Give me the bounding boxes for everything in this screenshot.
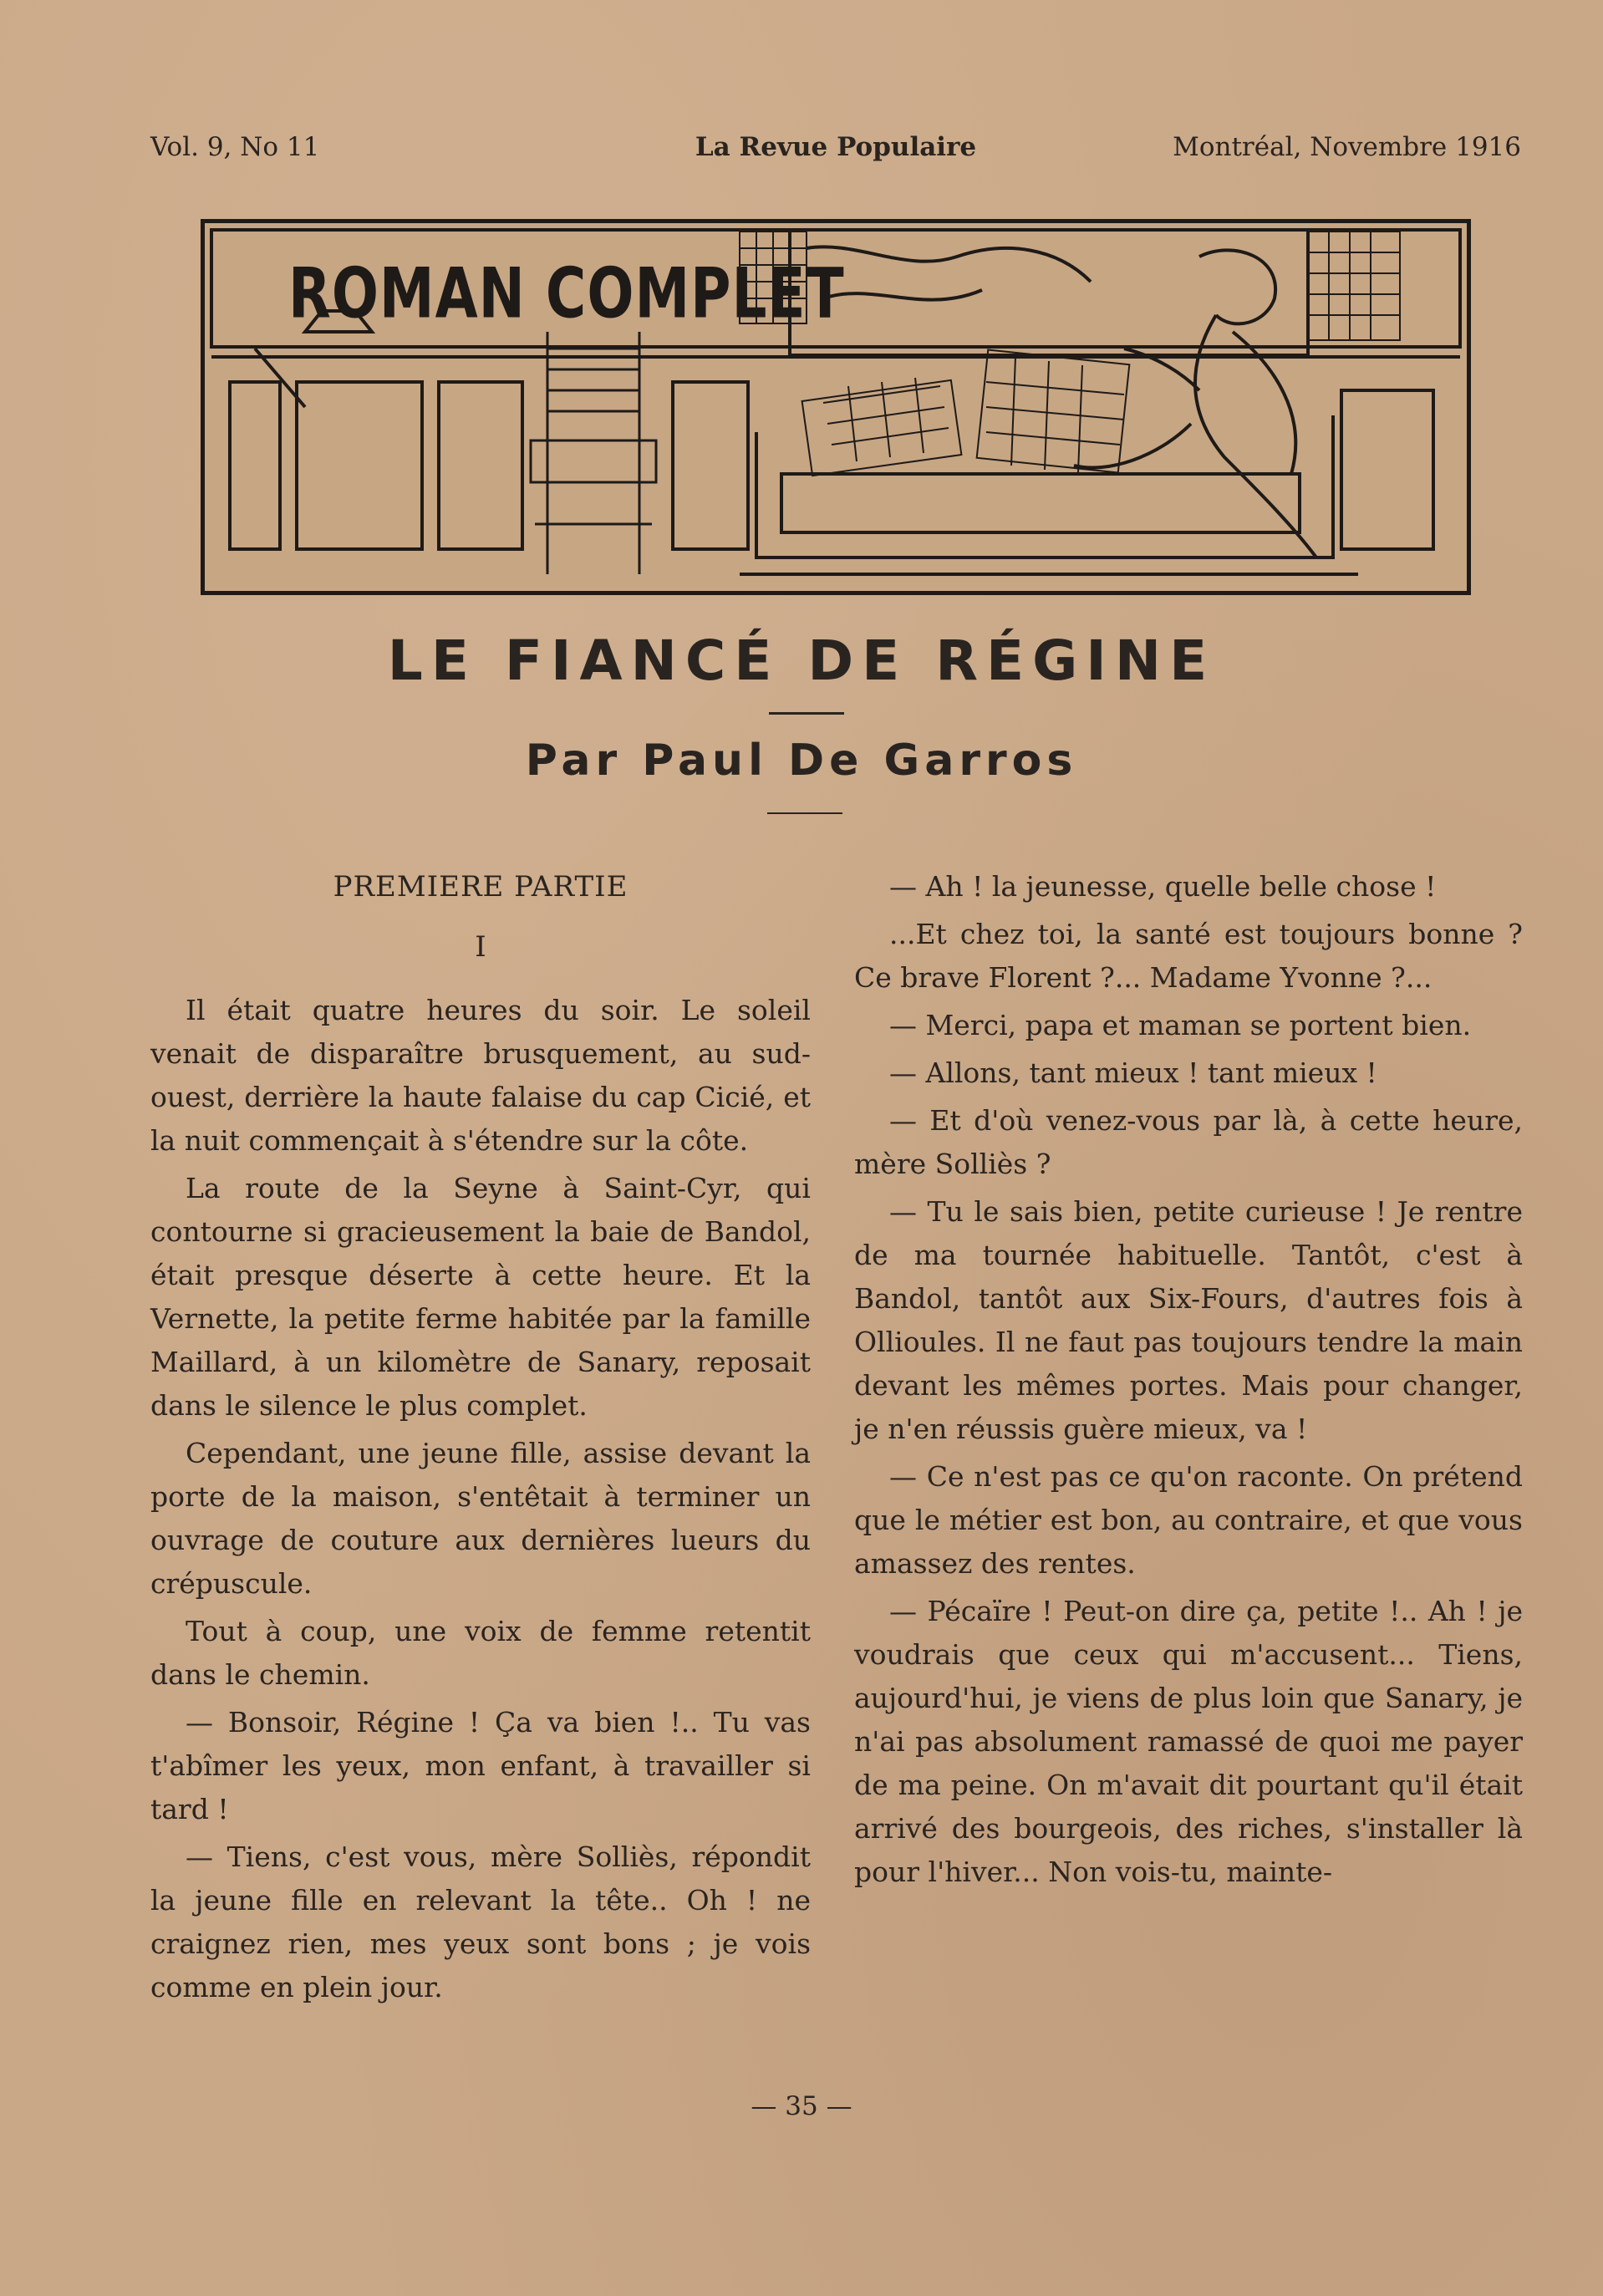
paragraph: ...Et chez toi, la santé est toujours bonne ? Ce brave Florent ?... Madame Yvonne ?... [854, 918, 1523, 994]
story-author: Par Paul De Garros [525, 736, 1078, 786]
running-header [150, 132, 1521, 174]
paragraph: Cependant, une jeune fille, assise devant la porte de la maison, s'entêtait à terminer un ouvrage de couture aux dernières lueurs du crépuscule. [150, 1437, 811, 1600]
text-column-left [150, 865, 811, 2009]
title-divider [769, 712, 844, 715]
volume-number: Vol. 9, No 11 [150, 132, 320, 162]
chapter-number: I [475, 930, 486, 964]
section-label: ROMAN COMPLET [288, 253, 845, 334]
paragraph: — Merci, papa et maman se portent bien. [889, 1009, 1472, 1041]
paragraph: — Ah ! la jeunesse, quelle belle chose ! [889, 870, 1437, 903]
paragraph: — Pécaïre ! Peut-on dire ça, petite !.. Ah ! je voudrais que ceux qui m'accusent... Tiens, aujourd'hui, je viens de plus loin que Sanary, je n'ai pas absolument ramassé de quoi me payer de ma peine. On m'avait dit pourtant qu'il était arrivé des bourgeois, des riches, s'installer là pour l'hiver... Non vois-tu, mainte- [854, 1595, 1523, 1888]
paragraph: — Tu le sais bien, petite curieuse ! Je rentre de ma tournée habituelle. Tantôt, c'est à Bandol, tantôt aux Six-Fours, d'autres fois à Ollioules. Il ne faut pas toujours tendre la main devant les mêmes portes. Mais pour changer, je n'en réussis guère mieux, va ! [854, 1195, 1523, 1445]
author-divider [767, 812, 842, 814]
illustration-banner [201, 219, 1471, 595]
text-column-right [854, 865, 1523, 1894]
paragraph: Tout à coup, une voix de femme retentit dans le chemin. [150, 1615, 811, 1691]
paragraph: — Allons, tant mieux ! tant mieux ! [889, 1056, 1377, 1089]
issue-date: Montréal, Novembre 1916 [1173, 132, 1521, 162]
page-number: — 35 — [751, 2091, 852, 2121]
paragraph: Il était quatre heures du soir. Le soleil venait de disparaître brusquement, au sud-ouest, derrière la haute falaise du cap Cicié, et la nuit commençait à s'étendre sur la côte. [150, 994, 811, 1157]
story-title: LE FIANCÉ DE RÉGINE [387, 629, 1216, 693]
paragraph: — Tiens, c'est vous, mère Solliès, répondit la jeune fille en relevant la tête.. Oh ! ne craignez rien, mes yeux sont bons ; je vois comme en plein jour. [150, 1840, 811, 2003]
part-heading: PREMIERE PARTIE [333, 870, 628, 904]
paragraph: — Bonsoir, Régine ! Ça va bien !.. Tu vas t'abîmer les yeux, mon enfant, à travailler si tard ! [150, 1706, 811, 1825]
journal-name: La Revue Populaire [695, 132, 977, 162]
paragraph: La route de la Seyne à Saint-Cyr, qui contourne si gracieusement la baie de Bandol, était presque déserte à cette heure. Et la Vernette, la petite ferme habitée par la famille Maillard, à un kilomètre de Sanary, reposait dans le silence le plus complet. [150, 1172, 811, 1422]
paragraph: — Ce n'est pas ce qu'on raconte. On prétend que le métier est bon, au contraire, et que vous amassez des rentes. [854, 1460, 1523, 1580]
paragraph: — Et d'où venez-vous par là, à cette heure, mère Solliès ? [854, 1104, 1523, 1180]
